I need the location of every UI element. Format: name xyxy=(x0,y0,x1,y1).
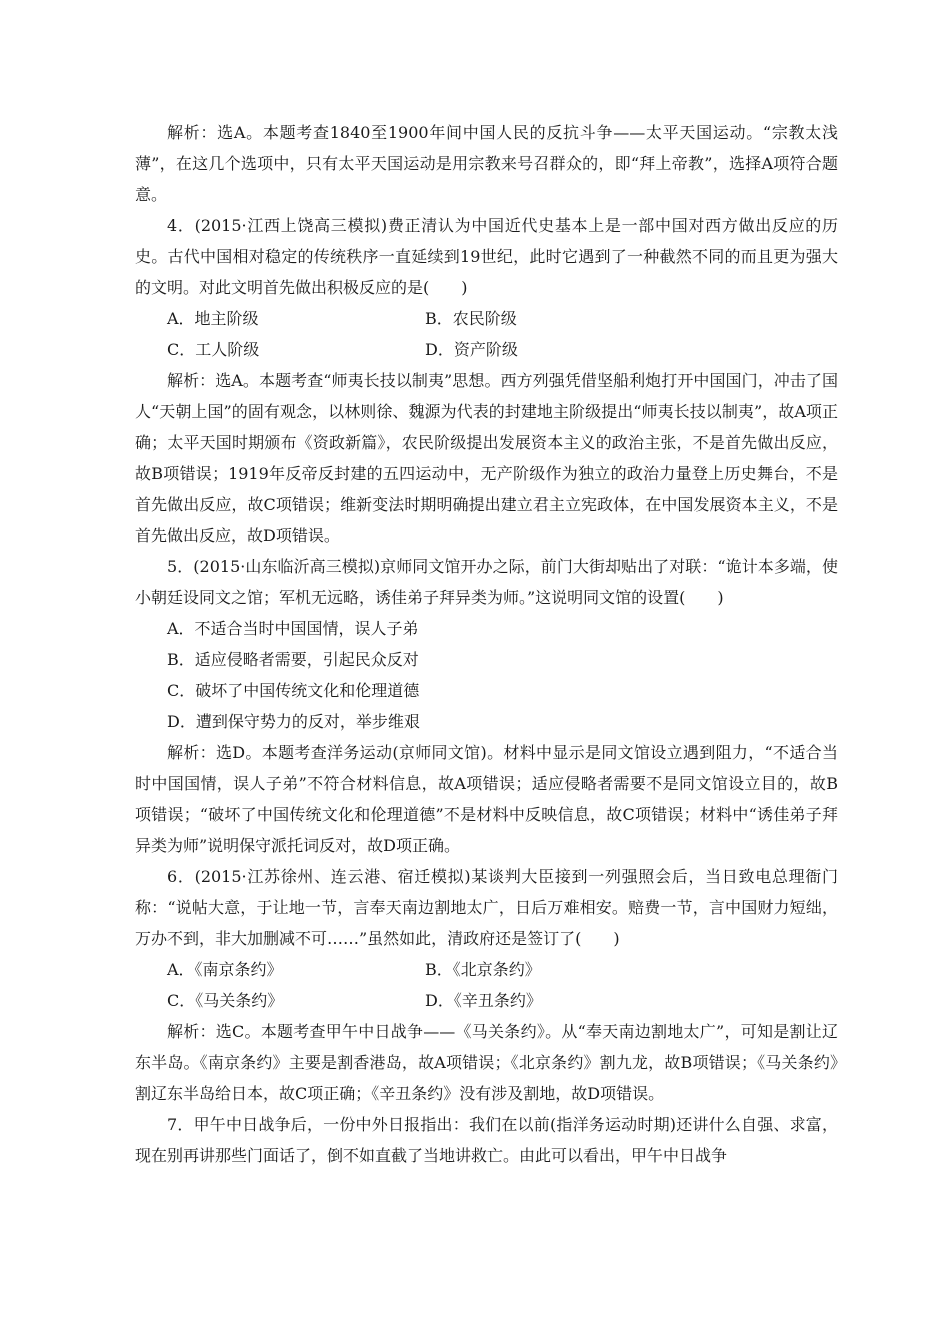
option-b: B．《北京条约》 xyxy=(425,960,541,979)
option-d: D．《辛丑条约》 xyxy=(425,991,542,1010)
option-c: C．破坏了中国传统文化和伦理道德 xyxy=(167,681,420,700)
option-c: C．工人阶级 xyxy=(167,340,260,359)
question-7: 7．甲午中日战争后，一份中外日报指出：我们在以前(指洋务运动时期)还讲什么自强、求富，现在别再讲那些门面话了，倒不如直截了当地讲救亡。由此可以看出，甲午中日战争 xyxy=(135,1115,838,1165)
option-a: A．不适合当时中国国情，误人子弟 xyxy=(167,619,419,638)
question-6: 6．(2015·江苏徐州、连云港、宿迁模拟)某谈判大臣接到一列强照会后，当日致电总理衙门称：“说帖大意，于让地一节，言奉天南边割地太广，日后万难相安。赔费一节，言中国财力短绌，万办不到，非大加删减不可……”虽然如此，清政府还是签订了( ) xyxy=(135,867,838,948)
answer-analysis-q6: 解析：选C。本题考查甲午中日战争——《马关条约》。从“奉天南边割地太广”，可知是割让辽东半岛。《南京条约》主要是割香港岛，故A项错误；《北京条约》割九龙，故B项错误；《马关条约》割辽东半岛给日本，故C项正确；《辛丑条约》没有涉及割地，故D项错误。 xyxy=(135,1022,838,1103)
options-row xyxy=(135,985,838,1016)
options-row xyxy=(135,954,838,985)
option-c: C．《马关条约》 xyxy=(167,991,284,1010)
question-4: 4．(2015·江西上饶高三模拟)费正清认为中国近代史基本上是一部中国对西方做出反应的历史。古代中国相对稳定的传统秩序一直延续到19世纪，此时它遇到了一种截然不同的而且更为强大的文明。对此文明首先做出积极反应的是( ) xyxy=(135,216,838,297)
option-a: A．地主阶级 xyxy=(167,309,259,328)
option-a: A．《南京条约》 xyxy=(167,960,283,979)
options-row xyxy=(135,334,838,365)
option-d: D．资产阶级 xyxy=(425,340,518,359)
option-d: D．遭到保守势力的反对，举步维艰 xyxy=(167,712,420,731)
option-b: B．适应侵略者需要，引起民众反对 xyxy=(167,650,419,669)
question-5: 5．(2015·山东临沂高三模拟)京师同文馆开办之际，前门大街却贴出了对联：“诡计本多端，使小朝廷设同文之馆；军机无远略，诱佳弟子拜异类为师。”这说明同文馆的设置( ) xyxy=(135,557,838,607)
answer-analysis-q4: 解析：选A。本题考查“师夷长技以制夷”思想。西方列强凭借坚船利炮打开中国国门，冲击了国人“天朝上国”的固有观念，以林则徐、魏源为代表的封建地主阶级提出“师夷长技以制夷”，故A项正确；太平天国时期颁布《资政新篇》，农民阶级提出发展资本主义的政治主张，不是首先做出反应，故B项错误；1919年反帝反封建的五四运动中，无产阶级作为独立的政治力量登上历史舞台，不是首先做出反应，故C项错误；维新变法时期明确提出建立君主立宪政体，在中国发展资本主义，不是首先做出反应，故D项错误。 xyxy=(135,371,838,545)
answer-analysis-q3: 解析：选A。本题考查1840至1900年间中国人民的反抗斗争——太平天国运动。“宗教太浅薄”，在这几个选项中，只有太平天国运动是用宗教来号召群众的，即“拜上帝教”，选择A项符合题意。 xyxy=(135,123,838,204)
option-b: B．农民阶级 xyxy=(425,309,517,328)
answer-analysis-q5: 解析：选D。本题考查洋务运动(京师同文馆)。材料中显示是同文馆设立遇到阻力，“不适合当时中国国情，误人子弟”不符合材料信息，故A项错误；适应侵略者需要不是同文馆设立目的，故B项错误；“破坏了中国传统文化和伦理道德”不是材料中反映信息，故C项错误；材料中“诱佳弟子拜异类为师”说明保守派托词反对，故D项正确。 xyxy=(135,743,838,855)
options-row xyxy=(135,303,838,334)
